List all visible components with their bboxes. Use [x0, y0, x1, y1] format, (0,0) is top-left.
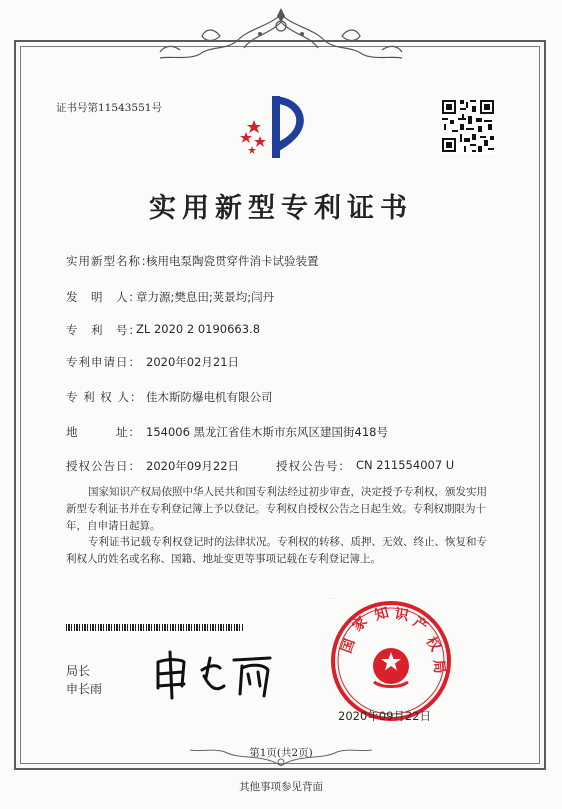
grant-date-value: 2020年09月22日 [146, 459, 240, 473]
official-seal-icon [328, 598, 454, 724]
grant-no-value: CN 211554007 U [356, 458, 455, 472]
patent-no-label: 专 利 号： [66, 323, 141, 337]
inventor-label: 发 明 人： [66, 290, 141, 304]
filing-date-label: 专利申请日： [66, 355, 141, 369]
address-label: 地 址： [66, 425, 141, 439]
footer-note: 其他事项参见背面 [239, 781, 323, 793]
signatory-title: 局长 [66, 664, 91, 678]
patentee-value: 佳木斯防爆电机有限公司 [146, 390, 273, 404]
page-indicator: 第1页(共2页) [249, 747, 313, 759]
ornament-top [120, 6, 442, 64]
svg-text:权: 权 [422, 634, 444, 655]
address-value: 154006 黑龙江省佳木斯市东风区建国街418号 [146, 425, 389, 439]
legal-paragraph-2: 专利证书记载专利权登记时的法律状况。专利权的转移、质押、无效、终止、恢复和专利权人的姓名或名称、国籍、地址变更等事项记载在专利登记簿上。 [66, 536, 487, 565]
cert-number-value: 11543551 [98, 102, 152, 114]
signatory-name: 申长雨 [66, 682, 103, 696]
svg-text:局: 局 [430, 658, 448, 675]
grant-no-label: 授权公告号： [276, 459, 351, 473]
filing-date-value: 2020年02月21日 [146, 355, 240, 369]
svg-text:产: 产 [409, 614, 431, 636]
patent-no-value: ZL 2020 2 0190663.8 [136, 322, 261, 336]
utility-name-label: 实用新型名称： [66, 254, 154, 268]
seal-date: 2020年09月22日 [338, 709, 432, 723]
cnipa-logo-icon [232, 92, 320, 162]
patentee-label: 专 利 权 人： [66, 390, 143, 404]
svg-text:识: 识 [393, 606, 410, 625]
svg-text:国: 国 [338, 636, 359, 656]
certificate-title: 实用新型专利证书 [149, 193, 413, 224]
svg-text:知: 知 [372, 604, 391, 624]
qr-code-icon [440, 98, 496, 154]
grant-date-label: 授权公告日： [66, 459, 141, 473]
legal-paragraph-1: 国家知识产权局依照中华人民共和国专利法经过初步审查，决定授予专利权，颁发实用新型专利证书并在专利登记簿上予以登记。专利权自授权公告之日起生效。专利权期限为十年，自申请日起算。 [66, 486, 487, 532]
utility-name-value: 核用电泵陶瓷贯穿件消卡试验装置 [146, 254, 319, 268]
certificate-number [56, 100, 162, 115]
cert-number-label: 证书号第 [56, 102, 98, 114]
svg-text:家: 家 [349, 613, 371, 635]
seal-text: 国家知识产权局 [328, 598, 335, 599]
signatory-block [66, 662, 102, 698]
barcode-icon [66, 624, 244, 631]
cert-number-suffix: 号 [151, 102, 162, 114]
handwritten-signature [150, 648, 280, 702]
signature-text: 申长雨 [150, 648, 153, 649]
inventor-value: 章力源;樊息田;荚景均;闫丹 [136, 290, 275, 304]
